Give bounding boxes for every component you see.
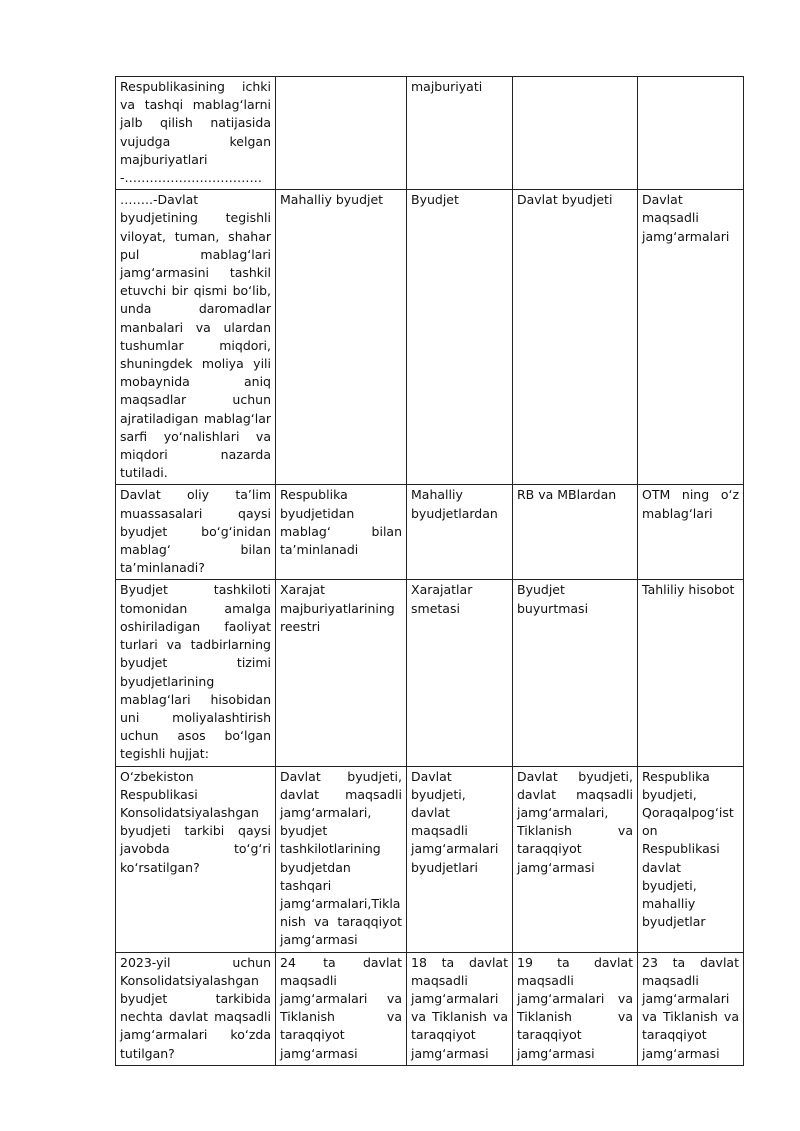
question-cell: O‘zbekiston Respublikasi Konsolidatsiyalashgan byudjeti tarkibi qaysi javobda to‘g‘ri ko‘rsatilgan? (116, 766, 276, 952)
question-cell: Respublikasining ichki va tashqi mablag‘larni jalb qilish natijasida vujudga kelgan majburiyatlari -…………………………… (116, 77, 276, 190)
option-cell: majburiyati (407, 77, 513, 190)
question-cell: Byudjet tashkiloti tomonidan amalga oshiriladigan faoliyat turlari va tadbirlarning byudjet tizimi byudjetlarining mablag‘lari hisobidan uni moliyalashtirish uchun asos bo‘lgan tegishli hujjat: (116, 580, 276, 766)
option-cell: Xarajatlar smetasi (407, 580, 513, 766)
option-cell: Davlat byudjeti, davlat maqsadli jamg‘armalari, byudjet tashkilotlarining byudjetdan tashqari jamg‘armalari,Tikla nish va taraqqiyot jamg‘armasi (276, 766, 407, 952)
option-cell: Davlat maqsadli jamg‘armalari (638, 190, 744, 485)
option-cell: 24 ta davlat maqsadli jamg‘armalari va Tiklanish va taraqqiyot jamg‘armasi (276, 952, 407, 1065)
option-cell: 23 ta davlat maqsadli jamg‘armalari va Tiklanish va taraqqiyot jamg‘armasi (638, 952, 744, 1065)
option-cell: Mahalliy byudjetlardan (407, 485, 513, 580)
option-cell: 18 ta davlat maqsadli jamg‘armalari va Tiklanish va taraqqiyot jamg‘armasi (407, 952, 513, 1065)
option-cell (276, 77, 407, 190)
option-cell: Xarajat majburiyatlarining reestri (276, 580, 407, 766)
question-cell: ……..-Davlat byudjetining tegishli viloyat, tuman, shahar pul mablag‘lari jamg‘armasini tashkil etuvchi bir qismi bo‘lib, unda daromadlar manbalari va ulardan tushumlar miqdori, shuningdek moliya yili mobaynida aniq maqsadlar uchun ajratiladigan mablag‘lar sarfi yo‘nalishlari va miqdori nazarda tutiladi. (116, 190, 276, 485)
option-cell: Byudjet buyurtmasi (513, 580, 638, 766)
option-cell (638, 77, 744, 190)
table-row (116, 580, 744, 766)
question-cell: Davlat oliy ta’lim muassasalari qaysi byudjet bo‘g‘inidan mablag‘ bilan ta’minlanadi? (116, 485, 276, 580)
option-cell: Davlat byudjeti, davlat maqsadli jamg‘armalari byudjetlari (407, 766, 513, 952)
table-row (116, 190, 744, 485)
option-cell: Davlat byudjeti (513, 190, 638, 485)
table-row (116, 77, 744, 190)
option-cell: Mahalliy byudjet (276, 190, 407, 485)
table-row (116, 485, 744, 580)
table-row (116, 952, 744, 1065)
option-cell: Byudjet (407, 190, 513, 485)
option-cell: Tahliliy hisobot (638, 580, 744, 766)
option-cell: 19 ta davlat maqsadli jamg‘armalari va Tiklanish va taraqqiyot jamg‘armasi (513, 952, 638, 1065)
test-questions-table (115, 76, 744, 1066)
option-cell: Davlat byudjeti, davlat maqsadli jamg‘armalari, Tiklanish va taraqqiyot jamg‘armasi (513, 766, 638, 952)
question-cell: 2023-yil uchun Konsolidatsiyalashgan byudjet tarkibida nechta davlat maqsadli jamg‘armalari ko‘zda tutilgan? (116, 952, 276, 1065)
option-cell: RB va MBlardan (513, 485, 638, 580)
option-cell: Respublika byudjeti, Qoraqalpog‘ist on Respublikasi davlat byudjeti, mahalliy byudjetlar (638, 766, 744, 952)
option-cell (513, 77, 638, 190)
table-row (116, 766, 744, 952)
option-cell: OTM ning o‘z mablag‘lari (638, 485, 744, 580)
option-cell: Respublika byudjetidan mablag‘ bilan ta’minlanadi (276, 485, 407, 580)
